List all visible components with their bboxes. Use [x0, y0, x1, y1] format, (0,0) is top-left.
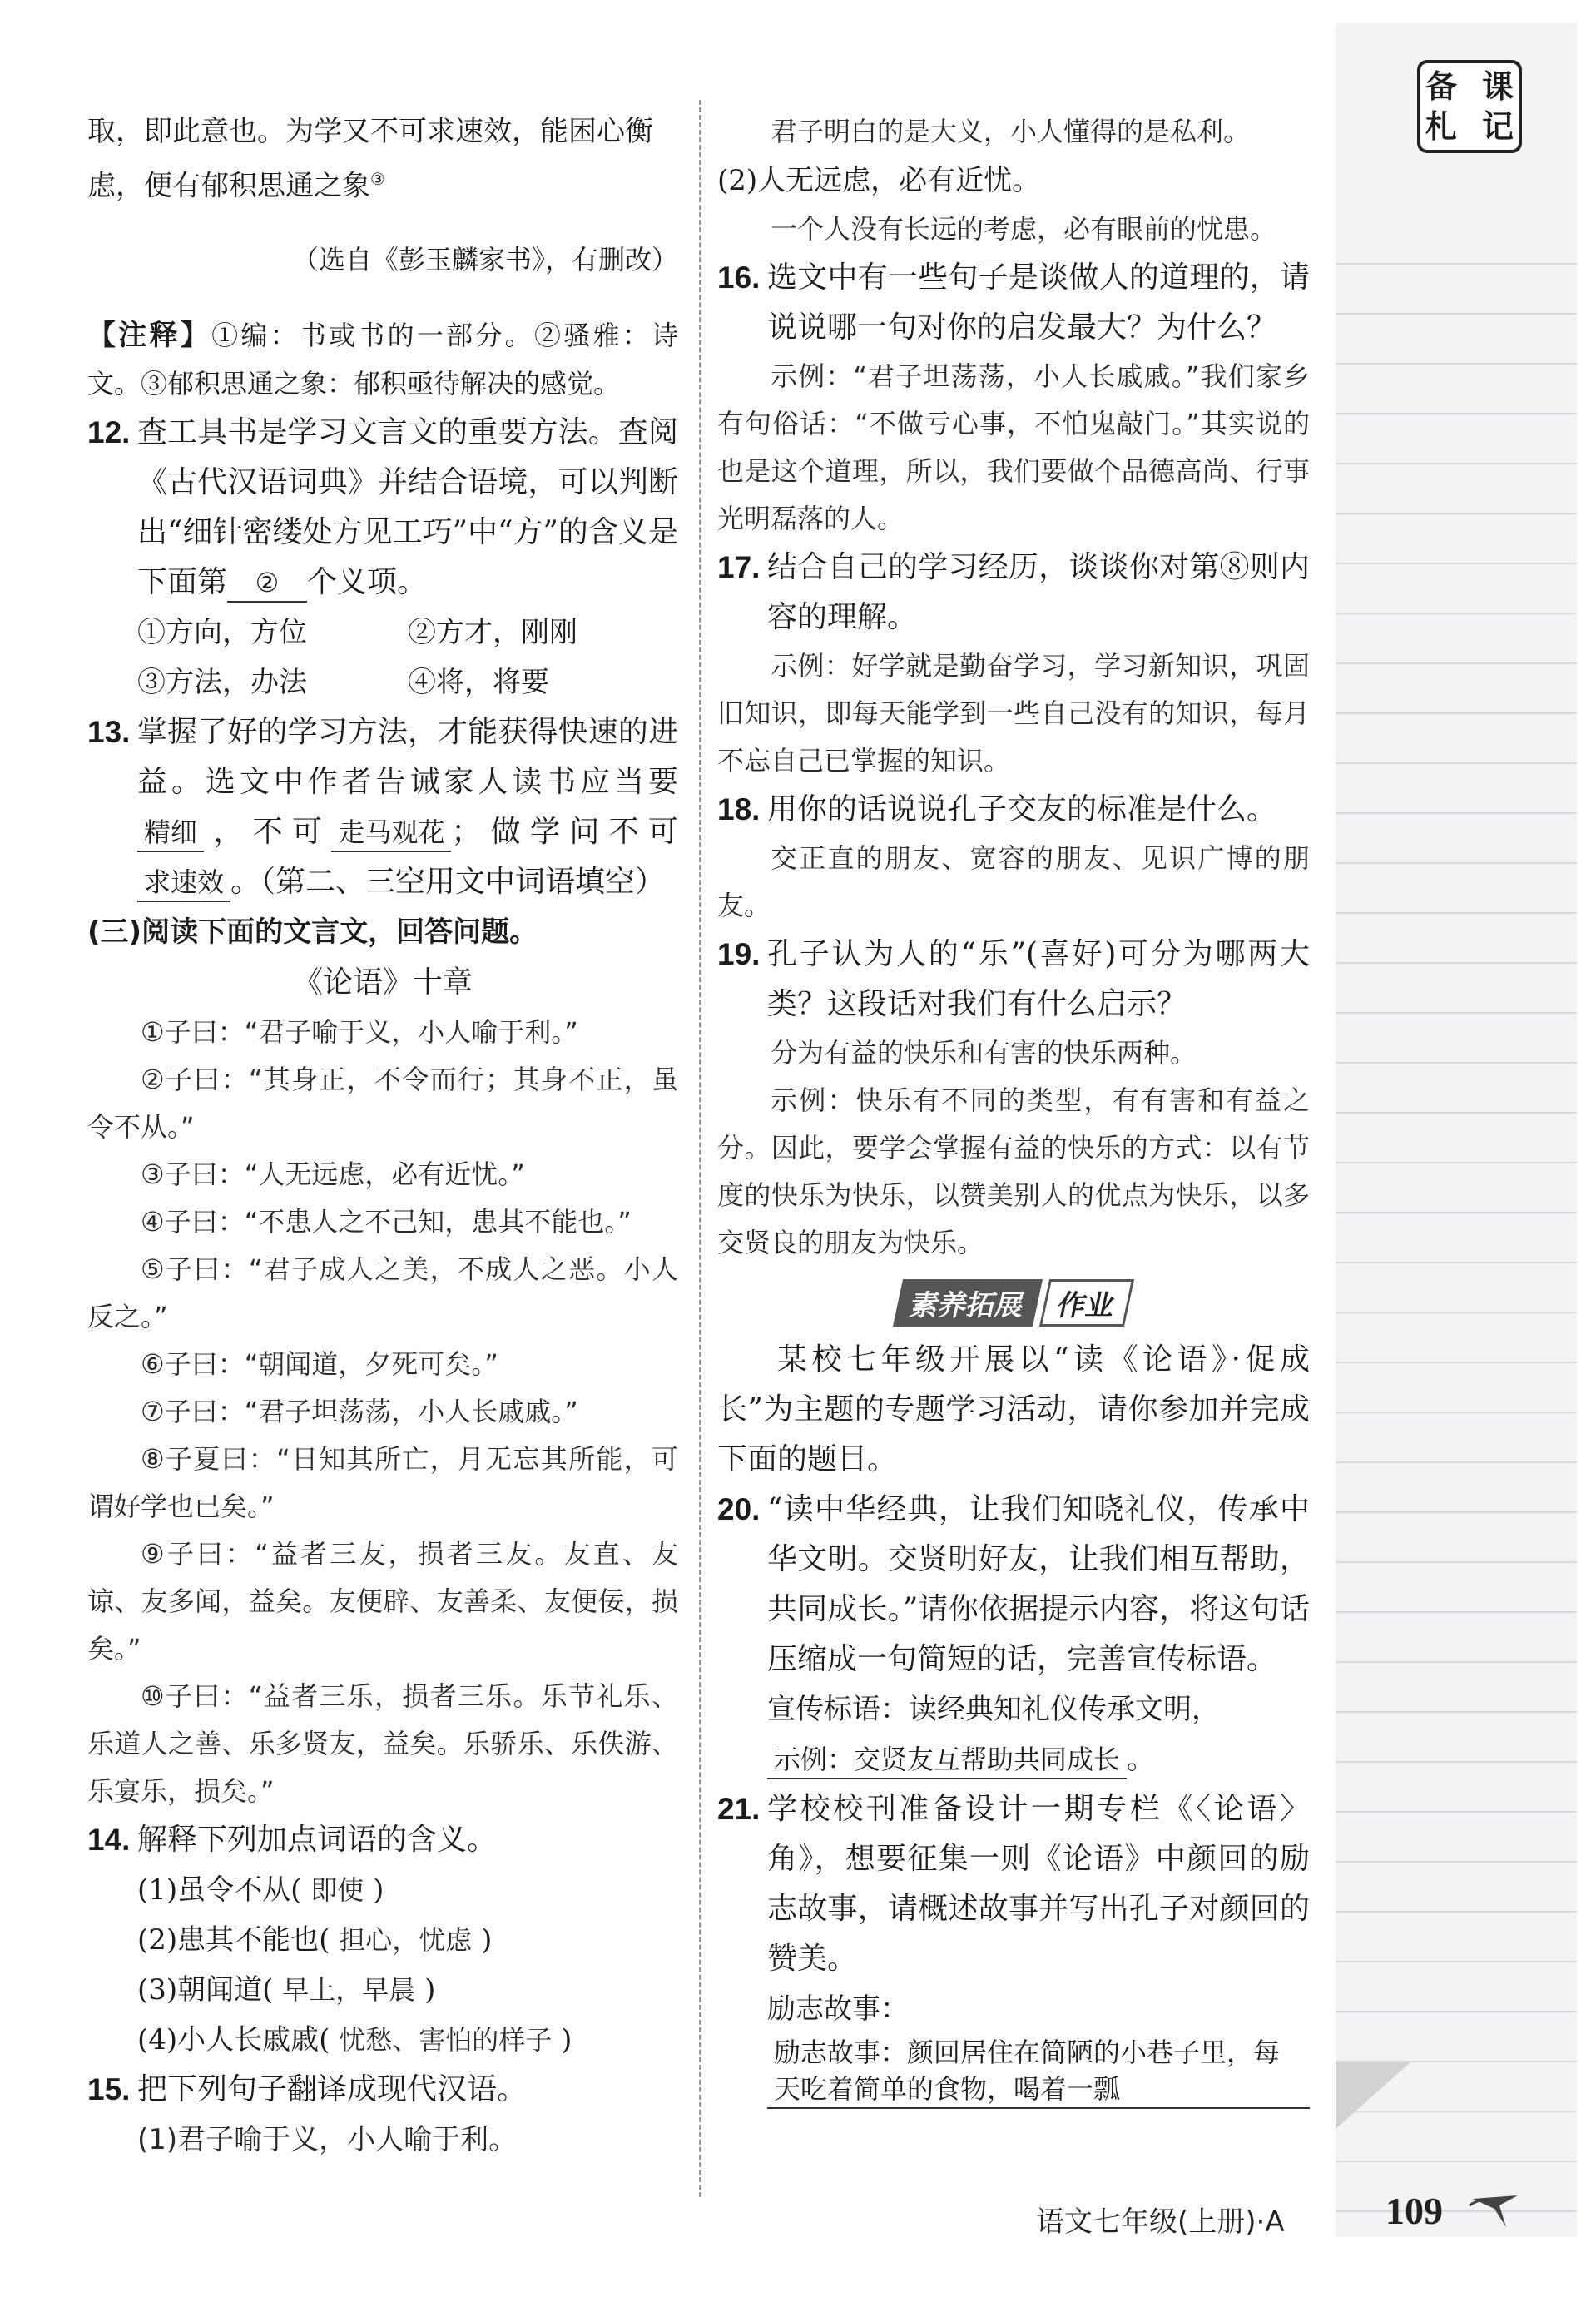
chapter: ②子曰：“其身正，不令而行；其身不正，虽令不从。”: [87, 1064, 678, 1144]
answer-blank: 励志故事：颜回居住在简陋的小巷子里，每天吃着简单的食物，喝着一瓢: [767, 2034, 1310, 2109]
chapter: ⑧子夏曰：“日知其所亡，月无忘其所能，可谓好学也已矣。”: [87, 1443, 678, 1523]
answer-blank: 示例：交贤友互帮助共同成长: [767, 1741, 1127, 1779]
answer-blank: 精细: [137, 814, 204, 852]
page-number: 109: [1385, 2190, 1443, 2232]
story-line: 励志故事：励志故事：颜回居住在简陋的小巷子里，每天吃着简单的食物，喝着一瓢: [717, 1984, 1310, 2114]
corner-decoration-icon: [1466, 2191, 1524, 2232]
notes-sidebar: [1336, 23, 1577, 2237]
answer-text: 分为有益的快乐和有害的快乐两种。: [771, 1037, 1197, 1069]
question-15: 15. 把下列句子翻译成现代汉语。: [87, 2072, 528, 2107]
q15-item: (2)人无远虑，必有近忧。: [717, 164, 1041, 197]
option: ②方才，刚刚: [408, 616, 577, 650]
annotation: 【注释】①编：书或书的一部分。②骚雅：诗文。③郁积思通之象：郁积亟待解决的感觉。: [87, 319, 678, 400]
passage-source: （选自《彭玉麟家书》，有删改）: [291, 244, 678, 276]
question-17: 17. 结合自己的学习经历，谈谈你对第⑧则内容的理解。: [717, 550, 1310, 634]
q14-item: (1)虽令不从( 即使 ): [137, 1873, 384, 1908]
question-16: 16. 选文中有一些句子是谈做人的道理的，请说说哪一句对你的启发最大？为什么？: [717, 260, 1310, 345]
question-14: 14. 解释下列加点词语的含义。: [87, 1823, 498, 1858]
chapter: ⑤子曰：“君子成人之美，不成人之恶。小人反之。”: [87, 1253, 678, 1333]
passage-title: 《论语》十章: [292, 965, 473, 1000]
q15-item: (1)君子喻于义，小人喻于利。: [137, 2123, 518, 2157]
passage-line: 虑，便有郁积思通之象③: [87, 169, 385, 203]
slogan-line: 宣传标语：读经典知礼仪传承文明，示例：交贤友互帮助共同成长 。: [717, 1684, 1310, 1784]
section-heading: (三)阅读下面的文言文，回答问题。: [87, 915, 538, 950]
chapter: ⑩子曰：“益者三乐，损者三乐。乐节礼乐、乐道人之善、乐多贤友，益矣。乐骄乐、乐佚游、乐宴乐，损矣。”: [87, 1680, 678, 1808]
question-12-options: [87, 608, 678, 707]
answer-text: 交正直的朋友、宽容的朋友、见识广博的朋友。: [717, 842, 1310, 921]
option: ③方法，办法: [137, 666, 307, 700]
question-12: 12. 查工具书是学习文言文的重要方法。查阅《古代汉语词典》并结合语境，可以判断出“细针密缕处方见工巧”中“方”的含义是下面第 ② 个义项。: [87, 408, 678, 608]
chapter: ④子曰：“不患人之不己知，患其不能也。”: [141, 1206, 632, 1238]
banner-left: 素养拓展: [893, 1279, 1043, 1327]
chapter: ⑨子曰：“益者三友，损者三友。友直、友谅、友多闻，益矣。友便辟、友善柔、友便佞，损矣。”: [87, 1538, 678, 1665]
chapter: ⑦子曰：“君子坦荡荡，小人长戚戚。”: [141, 1396, 578, 1428]
answer-text: 一个人没有长远的考虑，必有眼前的忧患。: [771, 213, 1277, 245]
question-18: 18. 用你的话说说孔子交友的标准是什么。: [717, 792, 1277, 826]
question-21: 21. 学校校刊准备设计一期专栏《〈论语〉角》，想要征集一则《论语》中颜回的励志故事，请概述故事并写出孔子对颜回的赞美。: [717, 1792, 1310, 1976]
chapter: ⑥子曰：“朝闻道，夕死可矣。”: [141, 1348, 498, 1381]
question-19: 19. 孔子认为人的“乐”(喜好)可分为哪两大类？这段话对我们有什么启示？: [717, 937, 1310, 1021]
answer-text: 示例：快乐有不同的类型，有有害和有益之分。因此，要学会掌握有益的快乐的方式：以有节度的快乐为快乐，以赞美别人的优点为快乐，以多交贤良的朋友为快乐。: [717, 1084, 1310, 1258]
banner-right: 作业: [1039, 1279, 1134, 1327]
answer-text: 君子明白的是大义，小人懂得的是私利。: [771, 116, 1251, 147]
answer-text: 示例：好学就是勤奋学习，学习新知识，巩固旧知识，即每天能学到一些自己没有的知识，每月不忘自己已掌握的知识。: [717, 650, 1310, 776]
right-column: [717, 108, 1310, 2114]
answer-blank: 走马观花: [331, 814, 451, 852]
chapter: ③子曰：“人无远虑，必有近忧。”: [141, 1159, 525, 1191]
chapter: ①子曰：“君子喻于义，小人喻于利。”: [141, 1016, 578, 1049]
q14-item: (4)小人长戚戚( 忧愁、害怕的样子 ): [137, 2023, 572, 2057]
activity-intro: 某校七年级开展以“读《论语》·促成长”为主题的专题学习活动，请你参加并完成下面的题目。: [717, 1342, 1310, 1476]
question-13: 13. 掌握了好的学习方法，才能获得快速的进益。选文中作者告诫家人读书应当要精细 ，不可 走马观花 ；做学问不可求速效 。（第二、三空用文中词语填空）: [87, 707, 678, 907]
answer-text: 示例：“君子坦荡荡，小人长戚戚。”我们家乡有句俗话：“不做亏心事，不怕鬼敲门。”其实说的也是这个道理，所以，我们要做个品德高尚、行事光明磊落的人。: [717, 360, 1310, 534]
page-fold-icon: [1336, 2062, 1410, 2129]
passage-line: 取，即此意也。为学又不可求速效，能困心衡: [87, 115, 653, 148]
q14-item: (3)朝闻道( 早上，早晨 ): [137, 1973, 436, 2007]
left-column: [87, 108, 678, 2165]
option: ①方向，方位: [137, 616, 307, 650]
question-20: 20. “读中华经典，让我们知晓礼仪，传承中华文明。交贤明好友，让我们相互帮助，共同成长。”请你依据提示内容，将这句话压缩成一句简短的话，完善宣传标语。: [717, 1492, 1310, 1676]
book-title-footer: 语文七年级(上册)·A: [1036, 2205, 1285, 2239]
q14-item: (2)患其不能也( 担心，忧虑 ): [137, 1923, 493, 1957]
column-divider: [699, 100, 701, 2197]
lesson-notes-stamp: 备 课 札 记: [1417, 60, 1522, 153]
option: ④将，将要: [408, 666, 549, 700]
answer-blank: 求速效: [137, 864, 230, 902]
section-banner: [717, 1277, 1310, 1328]
answer-blank: ②: [227, 564, 307, 603]
